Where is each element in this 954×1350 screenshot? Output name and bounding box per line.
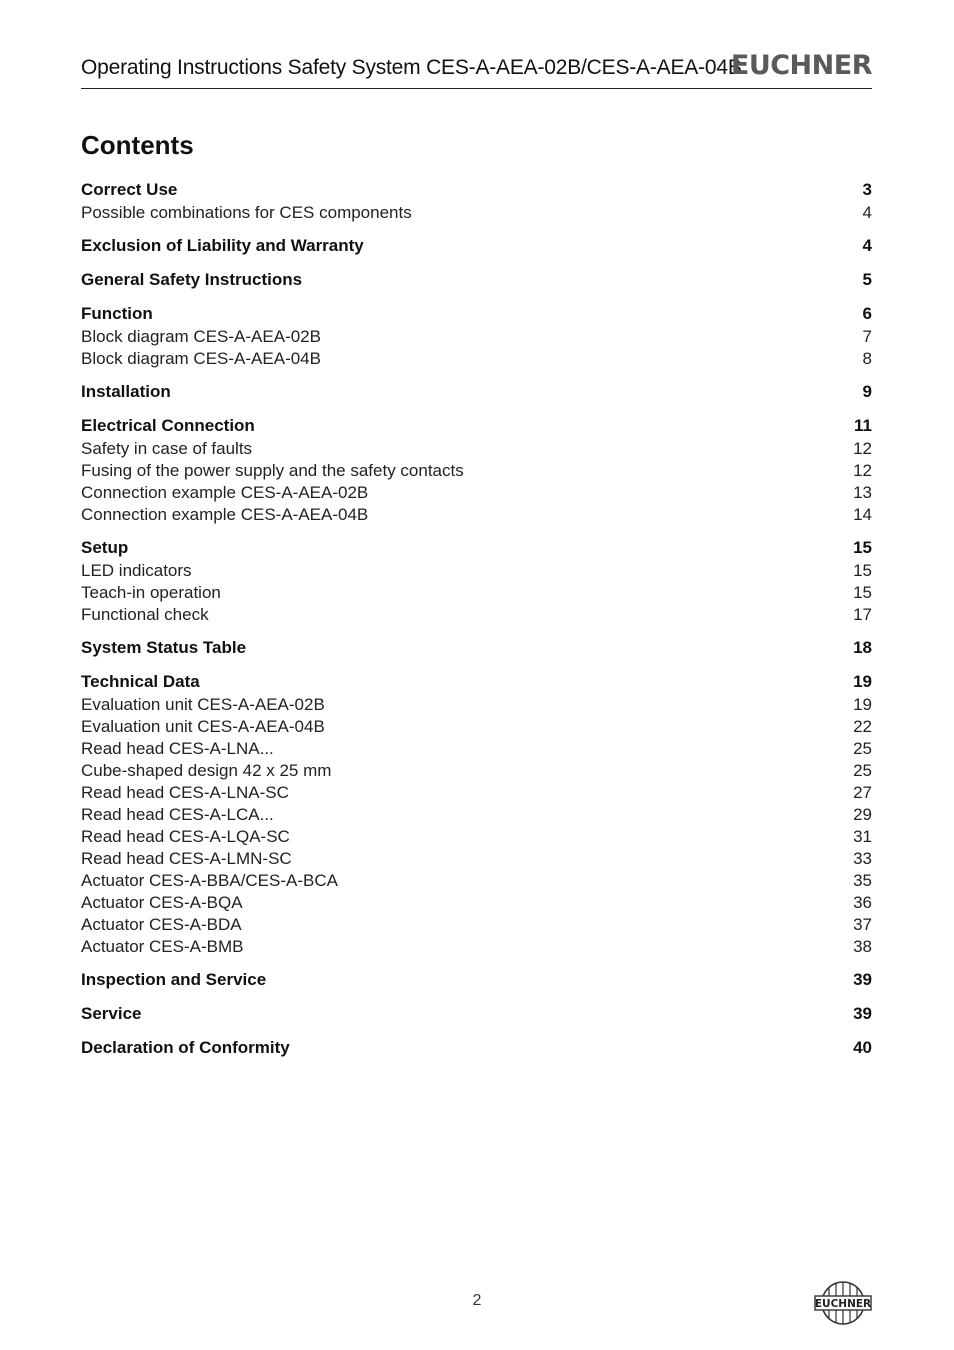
toc-subentry-title: Read head CES-A-LMN-SC [81,849,292,868]
toc-subentry-page: 37 [853,915,872,934]
toc-section [81,968,872,992]
toc-subentry-title: Functional check [81,605,209,624]
toc-section [81,1036,872,1060]
toc-subentry[interactable] [81,348,872,370]
toc-chapter-title: Setup [81,538,129,557]
toc-subentry-page: 33 [853,849,872,868]
toc-subentry-title: Cube-shaped design 42 x 25 mm [81,761,332,780]
brand-logo: EUCHNER [730,50,872,81]
toc-subentry[interactable] [81,716,872,738]
toc-chapter-entry[interactable] [81,380,872,404]
toc-subentry-title: Block diagram CES-A-AEA-04B [81,349,321,368]
toc-subentry[interactable] [81,604,872,626]
toc-subentry[interactable] [81,460,872,482]
toc-section [81,380,872,404]
toc-subentry[interactable] [81,738,872,760]
toc-subentry-page: 36 [853,893,872,912]
toc-subentry[interactable] [81,914,872,936]
toc-subentry-page: 12 [853,461,872,480]
toc-subentry-page: 19 [853,695,872,714]
toc-subentry[interactable] [81,804,872,826]
toc-chapter-entry[interactable] [81,1036,872,1060]
toc-section [81,536,872,626]
toc-subentry-title: Evaluation unit CES-A-AEA-02B [81,695,325,714]
toc-subentry[interactable] [81,826,872,848]
toc-chapter-page: 6 [862,304,872,323]
toc-subentry-page: 12 [853,439,872,458]
toc-subentry-title: Actuator CES-A-BDA [81,915,242,934]
toc-subentry-title: Read head CES-A-LQA-SC [81,827,290,846]
page-header [81,52,872,89]
toc-chapter-page: 40 [853,1038,872,1057]
toc-subentry-title: Actuator CES-A-BBA/CES-A-BCA [81,871,338,890]
page-number: 2 [472,1292,482,1309]
toc-chapter-page: 4 [862,236,872,255]
toc-subentry-page: 15 [853,561,872,580]
toc-subentry[interactable] [81,870,872,892]
toc-subentry-title: Safety in case of faults [81,439,253,458]
toc-subentry-title: Read head CES-A-LCA... [81,805,274,824]
contents-heading: Contents [81,130,194,160]
toc-section [81,1002,872,1026]
toc-subentry-title: Block diagram CES-A-AEA-02B [81,327,321,346]
toc-subentry-page: 15 [853,583,872,602]
toc-chapter-entry[interactable] [81,178,872,202]
toc-subentry[interactable] [81,482,872,504]
toc-chapter-entry[interactable] [81,1002,872,1026]
toc-subentry-title: Possible combinations for CES components [81,203,412,222]
toc-chapter-entry[interactable] [81,670,872,694]
toc-subentry-page: 29 [853,805,872,824]
euchner-seal-logo [814,1280,872,1326]
toc-chapter-title: Service [81,1004,142,1023]
toc-subentry-page: 27 [853,783,872,802]
toc-chapter-title: Function [81,304,153,323]
toc-subentry-page: 14 [853,505,872,524]
table-of-contents [81,178,872,1070]
toc-subentry[interactable] [81,582,872,604]
toc-chapter-page: 9 [862,382,872,401]
toc-chapter-page: 18 [853,638,872,657]
toc-chapter-entry[interactable] [81,636,872,660]
toc-section [81,178,872,224]
toc-subentry[interactable] [81,848,872,870]
toc-subentry-page: 7 [862,327,872,346]
svg-text:EUCHNER: EUCHNER [814,1298,872,1310]
toc-subentry-title: LED indicators [81,561,192,580]
toc-chapter-title: General Safety Instructions [81,270,303,289]
toc-chapter-title: Electrical Connection [81,416,255,435]
toc-subentry[interactable] [81,202,872,224]
toc-chapter-page: 3 [862,180,872,199]
toc-section [81,234,872,258]
toc-chapter-title: System Status Table [81,638,247,657]
toc-chapter-title: Exclusion of Liability and Warranty [81,236,364,255]
toc-subentry-title: Read head CES-A-LNA... [81,739,274,758]
toc-subentry[interactable] [81,326,872,348]
toc-subentry-title: Connection example CES-A-AEA-04B [81,505,369,524]
toc-subentry-title: Read head CES-A-LNA-SC [81,783,289,802]
toc-subentry-page: 17 [853,605,872,624]
toc-chapter-page: 39 [853,970,872,989]
toc-chapter-page: 11 [854,416,872,435]
toc-subentry[interactable] [81,438,872,460]
toc-subentry-title: Connection example CES-A-AEA-02B [81,483,369,502]
toc-subentry[interactable] [81,504,872,526]
toc-subentry-page: 22 [853,717,872,736]
toc-chapter-title: Technical Data [81,672,200,691]
toc-chapter-title: Correct Use [81,180,178,199]
toc-chapter-page: 5 [862,270,872,289]
toc-subentry-title: Fusing of the power supply and the safety contacts [81,461,464,480]
toc-subentry-title: Actuator CES-A-BQA [81,893,243,912]
toc-chapter-page: 19 [853,672,872,691]
toc-subentry-page: 38 [853,937,872,956]
toc-chapter-entry[interactable] [81,536,872,560]
toc-subentry-title: Actuator CES-A-BMB [81,937,244,956]
toc-subentry-page: 31 [853,827,872,846]
toc-section [81,670,872,958]
toc-chapter-title: Installation [81,382,171,401]
toc-subentry[interactable] [81,694,872,716]
toc-chapter-entry[interactable] [81,968,872,992]
toc-chapter-entry[interactable] [81,234,872,258]
toc-chapter-title: Inspection and Service [81,970,267,989]
toc-chapter-entry[interactable] [81,302,872,326]
toc-subentry[interactable] [81,760,872,782]
toc-subentry-page: 25 [853,739,872,758]
document-title: Operating Instructions Safety System CES-A-AEA-02B/CES-A-AEA-04B [81,56,742,79]
toc-subentry-page: 4 [862,203,872,222]
toc-subentry-title: Teach-in operation [81,583,221,602]
toc-section [81,302,872,370]
toc-subentry[interactable] [81,782,872,804]
toc-section [81,636,872,660]
toc-subentry[interactable] [81,936,872,958]
toc-subentry-page: 25 [853,761,872,780]
toc-subentry[interactable] [81,892,872,914]
toc-subentry[interactable] [81,560,872,582]
toc-section [81,268,872,292]
toc-section [81,414,872,526]
toc-subentry-page: 35 [853,871,872,890]
toc-subentry-page: 13 [853,483,872,502]
toc-subentry-title: Evaluation unit CES-A-AEA-04B [81,717,325,736]
toc-chapter-entry[interactable] [81,268,872,292]
toc-subentry-page: 8 [862,349,872,368]
toc-chapter-entry[interactable] [81,414,872,438]
toc-chapter-page: 15 [853,538,872,557]
toc-chapter-title: Declaration of Conformity [81,1038,290,1057]
toc-chapter-page: 39 [853,1004,872,1023]
